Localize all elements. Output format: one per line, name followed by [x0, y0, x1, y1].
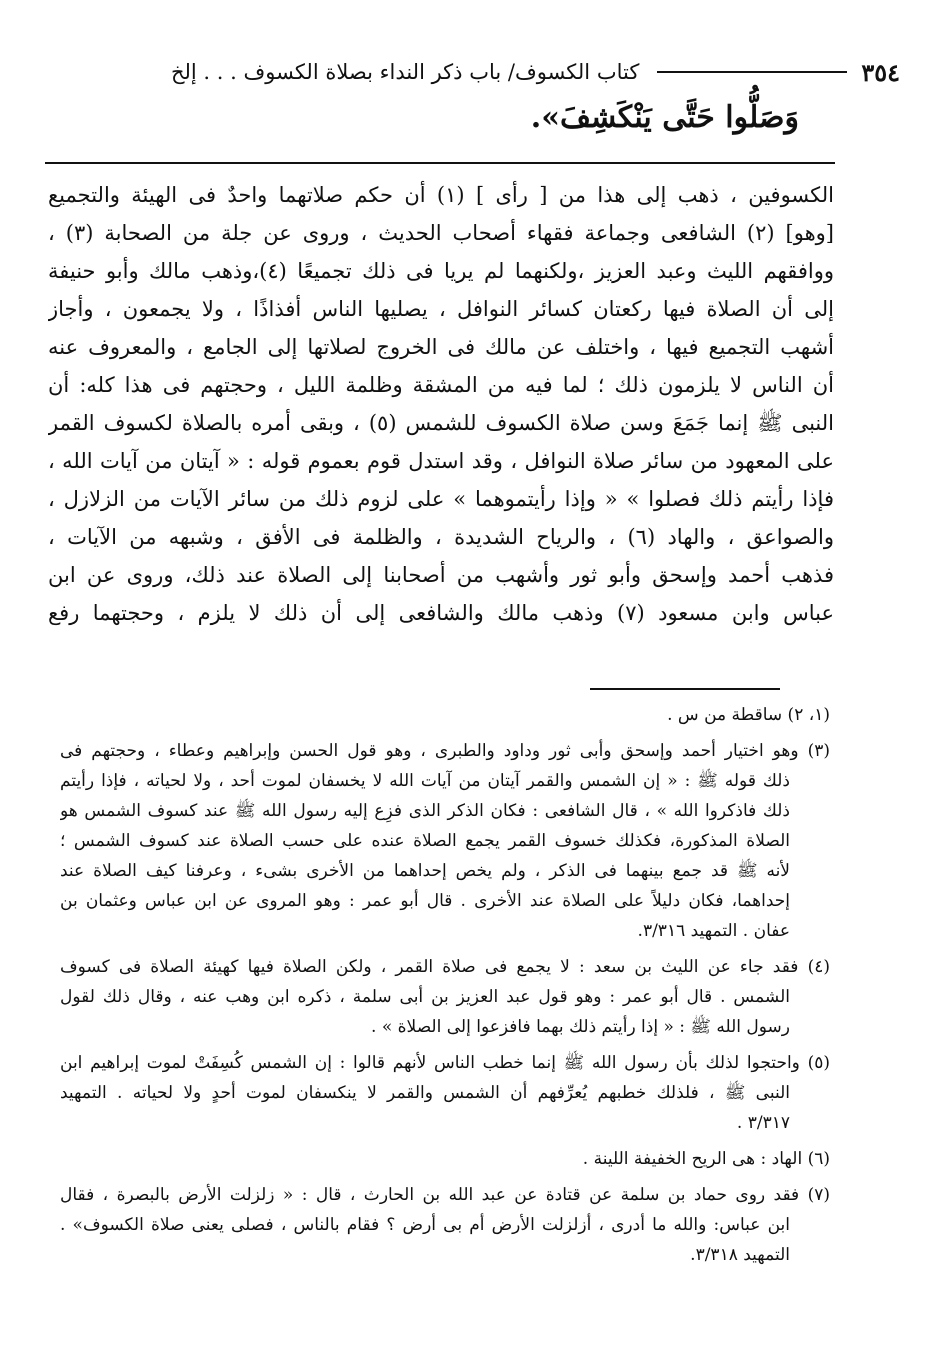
footnote-1-2: [60, 700, 830, 730]
footnote-line: (١، ٢) ساقطة من س .: [667, 705, 830, 725]
footnote-3: [60, 736, 830, 946]
footnote-line: ذلك فاذكروا الله » ، قال الشافعى : فكان الذكر الذى فزِع إليه رسول الله ﷺ عند كسوف الشمس هو: [60, 801, 790, 821]
commentary-line: الكسوفين ، ذهب إلى هذا من [ رأى ] (١) أن حكم صلاتهما واحدٌ فى الهيئة والتجميع: [48, 183, 834, 207]
commentary-rule: [45, 162, 835, 164]
hadith-text-end: وَصَلُّوا حَتَّى يَنْكَشِفَ».: [530, 100, 799, 135]
footnote-rule: [590, 688, 780, 690]
footnote-line: إحداهما، فكان دليلاً على الصلاة عند الأخرى . قال أبو عمر : وهو المروى عن ابن عباس وعثمان بن: [60, 891, 790, 911]
commentary-line: ووافقهم الليث وعبد العزيز ،ولكنهما لم يريا فى ذلك تجميعًا (٤)،وذهب مالك وأبو حنيفة: [48, 259, 834, 283]
commentary-line: [وهو] (٢) الشافعى وجماعة فقهاء أصحاب الحديث ، وروى عن جلة من الصحابة (٣) ،: [48, 221, 834, 245]
commentary-line: أن الناس لا يلزمون ذلك ؛ لما فيه من المشقة وظلمة الليل ، وحجتهم فى هذا كله: أن: [48, 373, 834, 397]
running-title: كتاب الكسوف/ باب ذكر النداء بصلاة الكسوف . . . إلخ: [170, 60, 640, 84]
footnote-line: رسول الله ﷺ : « إذا رأيتم ذلك بهما فافزعوا إلى الصلاة » .: [371, 1017, 790, 1037]
footnote-line: (٤) فقد جاء عن الليث بن سعد : لا يجمع فى صلاة القمر ، ولكن الصلاة فيها كهيئة الصلاة فى كسوف: [60, 957, 830, 977]
footnote-4: [60, 952, 830, 1042]
footnote-line: لأنه ﷺ قد جمع بينهما فى الذكر ، ولم يخص إحداهما من الأخرى بشىء ، وعرفنا كيف الصلاة عند: [60, 861, 790, 881]
commentary-body: [48, 176, 834, 632]
footnotes: [60, 700, 830, 1276]
footnote-7: [60, 1180, 830, 1270]
commentary-line: إلى أن الصلاة فيها ركعتان كسائر النوافل ، يصليها الناس أفذاذًا ، ولا يجمعون ، وأجاز: [48, 297, 834, 321]
commentary-line: على المعهود من سائر صلاة النوافل ، وقد استدل قوم بعموم قوله : « آيتان من آيات الله ،: [48, 449, 834, 473]
page-header: [40, 52, 900, 92]
footnote-line: عفان . التمهيد ٣/٣١٦.: [637, 921, 790, 941]
footnote-line: ٣/٣١٧ .: [736, 1113, 790, 1133]
commentary-line: فإذا رأيتم ذلك فصلوا » « وإذا رأيتموهما » على لزوم ذلك من سائر الآيات من الزلازل ،: [48, 487, 834, 511]
commentary-line: النبى ﷺ إنما جَمَعَ وسن صلاة الكسوف للشمس (٥) ، وبقى أمره بالصلاة لكسوف القمر: [48, 411, 834, 435]
footnote-line: (٧) فقد روى حماد بن سلمة عن قتادة عن عبد الله بن الحارث ، قال : « زلزلت الأرض بالبصرة ، فقال: [60, 1185, 830, 1205]
footnote-line: التمهيد ٣/٣١٨.: [690, 1245, 790, 1265]
footnote-line: ابن عباس: والله ما أدرى ، أزلزلت الأرض أم بى أرض ؟ فقام بالناس ، فصلى يعنى صلاة الكسوف» .: [60, 1215, 790, 1235]
header-rule: [657, 71, 847, 73]
footnote-line: (٣) وهو اختيار أحمد وإسحق وأبى ثور وداود والطبرى ، وهو قول الحسن وإبراهيم وعطاء ، وحجتهم فى: [60, 741, 830, 761]
commentary-line: فذهب أحمد وإسحق وأبو ثور وأشهب من أصحابنا إلى الصلاة عند ذلك، وروى عن ابن: [48, 563, 834, 587]
footnote-line: ذلك قوله ﷺ : « إن الشمس والقمر آيتان من آيات الله لا يخسفان لموت أحد ، ولا لحياته ، فإذا رأيتم: [60, 771, 790, 791]
commentary-line: أشهب التجميع فيها ، واختلف عن مالك فى الخروج لصلاتها إلى الجامع ، والمعروف عنه: [48, 335, 834, 359]
footnote-5: [60, 1048, 830, 1138]
commentary-line: عباس وابن مسعود (٧) وذهب مالك والشافعى إلى أن ذلك لا يلزم ، وحجتهما رفع: [48, 601, 834, 625]
footnote-line: (٥) واحتجوا لذلك بأن رسول الله ﷺ إنما خطب الناس لأنهم قالوا : إن الشمس كُسِفَتْ لموت إبراهيم ابن: [60, 1053, 830, 1073]
footnote-line: النبى ﷺ ، فلذلك خطبهم يُعرِّفهم أن الشمس والقمر لا ينكسفان لموت أحدٍ ولا لحياته . التمهيد: [60, 1083, 790, 1103]
footnote-line: (٦) الهاد : هى الريح الخفيفة اللينة .: [582, 1149, 830, 1169]
footnote-6: [60, 1144, 830, 1174]
footnote-line: الصلاة المذكورة، فكذلك خسوف القمر يجمع الصلاة عنده على حسب الصلاة عند كسوف الشمس ؛: [60, 831, 790, 851]
page-number: ٣٥٤: [861, 57, 900, 87]
commentary-line: والصواعق ، والهاد (٦) ، والرياح الشديدة ، والظلمة فى الأفق ، وشبهه من الآيات ،: [48, 525, 834, 549]
footnote-line: الشمس . قال أبو عمر : وهو قول عبد العزيز بن أبى سلمة ، ذكره ابن وهب عنه ، وقال ذلك لقول: [60, 987, 790, 1007]
